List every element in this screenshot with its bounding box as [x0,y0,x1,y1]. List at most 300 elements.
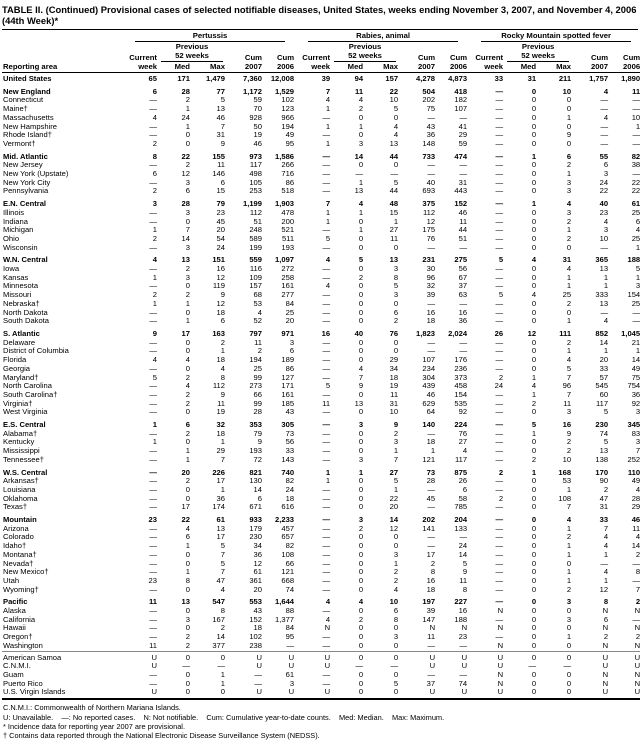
table-cell: — [149,524,157,533]
table-cell: 1 [393,559,399,568]
table-cell: 188 [454,615,468,624]
med-label: Med [505,62,538,73]
table-cell: 61 [285,671,295,679]
weeks52-label: 52 weeks [332,51,400,62]
table-cell: 0 [358,447,364,456]
table-cell: 0 [531,607,537,616]
table-cell: 248 [249,226,262,235]
table-cell: — [495,151,504,161]
table-cell: 1 [566,113,572,122]
table-cell: 75 [426,105,436,114]
table-cell: 44 [458,226,468,235]
table-cell: 5 [393,282,399,291]
table-cell: — [322,607,331,616]
table-row [2,486,640,495]
table-cell: 478 [281,208,295,217]
table-cell: 0 [566,641,572,650]
max-label: Max [365,62,400,73]
table-cell: 0 [185,624,190,633]
table-cell: 10 [599,234,609,243]
table-cell: — [149,265,157,274]
table-cell: U [610,688,640,699]
table-row [2,624,640,633]
table-cell: 2 [566,447,572,456]
table-cell: 17 [216,533,225,542]
table-cell: 8 [220,607,225,616]
table-cell: 971 [281,328,295,338]
table-cell: 73 [285,429,295,438]
table-cell: — [495,199,504,209]
table-cell: 7 [220,568,225,577]
table-cell: 7 [358,373,364,382]
table-cell: 117 [249,161,262,170]
table-cell: 2 [185,429,190,438]
table-cell: 11 [149,641,157,650]
table-cell: 4 [531,255,537,265]
table-cell: 4 [358,597,364,607]
table-cell: — [322,187,331,196]
table-cell: — [495,131,504,140]
table-cell: — [495,420,504,430]
table-cell: 19 [253,131,262,140]
table-cell: 4 [635,533,640,542]
table-cell: 59 [253,96,262,105]
table-cell: 0 [358,217,364,226]
table-row [2,495,640,504]
table-cell: 45 [426,494,436,503]
table-cell: 1 [152,273,157,282]
table-cell: 3 [185,273,190,282]
table-cell: — [322,299,331,308]
table-row [2,560,640,569]
table-cell: U [264,688,296,699]
table-cell: 231 [422,255,436,265]
table-cell: 4 [603,86,609,96]
table-cell: 0 [358,641,364,650]
table-cell: 39 [321,74,331,83]
table-cell: — [182,662,190,671]
table-cell: — [495,485,504,494]
table-cell: — [495,364,504,373]
table-cell: 2 [603,485,609,494]
table-cell: 1 [603,273,609,282]
table-cell: 90 [599,477,609,486]
table-cell: U [296,688,332,699]
table-cell: 0 [531,347,537,356]
table-cell: — [322,113,331,122]
footnote-nedss: † Contains data reported through the National Electronic Disease Surveillance System (NEDSS). [3,731,320,741]
table-cell: 24 [458,542,468,551]
table-cell: 20 [389,503,399,512]
table-cell: 0 [566,559,572,568]
table-cell: 53 [562,477,572,486]
table-cell: — [322,317,331,326]
table-row [2,170,640,179]
table-cell: — [632,139,640,148]
table-cell: 875 [454,467,468,477]
table-cell: 0 [358,671,364,679]
table-cell: — [149,485,157,494]
table-cell: 1 [325,217,331,226]
table-cell: 1 [566,576,572,585]
table-cell: U [256,662,262,671]
table-cell: 112 [212,382,225,391]
table-cell: — [149,542,157,551]
table-cell: — [427,338,436,347]
table-cell: — [322,485,331,494]
table-cell: N [324,624,331,633]
current-label: Current [302,53,331,62]
table-cell: 102 [281,96,295,105]
row-label: E.N. Central [3,199,47,209]
table-cell: — [528,662,537,671]
table-cell: 176 [454,356,468,365]
table-cell: 0 [531,178,537,187]
table-cell: — [495,438,504,447]
table-cell: 0 [358,265,364,274]
table-cell: 27 [458,438,468,447]
table-cell: 0 [531,550,537,559]
previous-label: Previous [175,42,209,51]
weeks52-label: 52 weeks [159,51,227,62]
table-cell: 6 [185,533,190,542]
table-cell: 5 [566,364,572,373]
table-cell: 0 [566,96,572,105]
table-cell: 10 [562,455,572,464]
table-cell: 72 [253,455,262,464]
table-cell: 933 [249,515,262,525]
table-cell: — [149,467,157,477]
table-cell: 23 [216,208,225,217]
table-row [2,274,640,283]
table-cell: 1 [531,429,537,438]
table-cell: 20 [285,317,295,326]
table-cell: 23 [458,633,468,642]
table-cell: 57 [599,373,609,382]
table-cell: 59 [458,139,468,148]
table-cell: 8 [220,373,225,382]
table-cell: 2 [566,217,572,226]
table-cell: 22 [389,494,399,503]
table-cell: 66 [253,390,262,399]
table-cell: 511 [281,234,295,243]
table-cell: 1,644 [275,597,295,607]
table-cell: 12 [426,217,436,226]
table-row [2,400,640,409]
table-cell: — [149,382,157,391]
table-cell: 3 [566,178,572,187]
table-cell: 2 [152,291,157,300]
table-cell: — [355,662,364,671]
table-row [2,179,640,188]
table-cell: 0 [393,533,399,542]
table-cell: 1 [566,273,572,282]
table-cell: 7 [185,226,190,235]
table-cell: 53 [253,299,262,308]
table-cell: 559 [249,255,262,265]
table-cell: 51 [458,234,468,243]
table-cell: 273 [249,382,262,391]
table-cell: 0 [531,641,537,650]
table-cell: 1 [185,299,190,308]
table-cell: — [322,347,331,356]
table-cell: 3 [393,291,399,300]
table-cell: 4 [393,122,399,131]
row-label: Rhode Island† [3,131,52,140]
table-cell: 3 [289,338,295,347]
table-cell: 73 [426,467,436,477]
table-cell: 24 [285,485,295,494]
row-label: Idaho† [3,542,27,551]
table-row [2,105,640,114]
table-cell: 86 [285,364,295,373]
table-cell: 2 [185,265,190,274]
table-cell: 0 [531,139,537,148]
table-cell: 10 [389,408,399,417]
table-cell: 1 [603,347,609,356]
table-cell: 629 [422,399,436,408]
table-cell: 22 [631,178,640,187]
table-cell: 17 [181,503,190,512]
group-header-pertussis: Pertussis [123,31,296,42]
table-cell: 3 [393,633,399,642]
table-cell: — [322,243,331,252]
table-cell: — [149,105,157,114]
table-cell: 51 [253,217,262,226]
table-cell: 20 [253,585,262,594]
table-cell: 170 [595,467,609,477]
table-cell: — [495,161,504,170]
row-label: United States [3,74,52,83]
table-cell: 14 [181,234,190,243]
table-cell: — [495,273,504,282]
table-cell: 0 [531,265,537,274]
table-cell: 0 [531,615,537,624]
table-cell: — [495,308,504,317]
table-cell: 4 [185,524,190,533]
table-cell: 0 [393,641,399,650]
table-cell: 161 [281,390,295,399]
table-row [2,512,640,525]
table-cell: — [495,447,504,456]
table-cell: — [495,533,504,542]
table-cell: 0 [358,568,364,577]
table-cell: 4 [531,291,537,300]
table-cell: 2 [393,568,399,577]
table-cell: 4,278 [416,74,436,83]
table-cell: 0 [531,597,537,607]
row-label: Maryland† [3,373,39,382]
table-cell: 443 [454,187,468,196]
table-cell: 13 [216,524,225,533]
table-cell: 0 [358,338,364,347]
table-cell: 716 [281,170,295,179]
table-cell: 88 [285,607,295,616]
table-cell: 2,024 [448,328,468,338]
table-cell: 0 [505,651,538,662]
table-cell: 1 [220,438,225,447]
table-cell: 1,529 [275,86,295,96]
table-cell: 2,233 [275,515,295,525]
table-cell: 4 [603,542,609,551]
table-cell: 2 [185,390,190,399]
table-cell: 2 [635,550,640,559]
table-cell: 157 [249,282,262,291]
table-cell: N [602,671,609,679]
table-cell: 1 [220,485,225,494]
table-cell: 24 [181,113,190,122]
table-cell: U [123,651,159,662]
table-cell: 458 [454,382,468,391]
table-cell: 0 [358,438,364,447]
table-cell: 174 [212,503,225,512]
table-cell: 31 [599,503,609,512]
table-cell: 1 [393,485,399,494]
table-cell: — [149,429,157,438]
table-cell: 31 [216,131,225,140]
table-cell: — [322,679,331,688]
table-cell: — [322,291,331,300]
table-cell: 12,008 [270,74,295,83]
table-row [2,542,640,551]
table-cell: 15 [216,187,225,196]
table-cell: 1 [325,139,331,148]
table-cell: 4 [152,356,157,365]
table-cell: 754 [627,382,640,391]
table-cell: — [322,429,331,438]
table-cell: 110 [627,467,640,477]
table-row [2,84,640,97]
table-cell: 74 [285,585,295,594]
table-row [2,300,640,309]
table-cell: — [600,122,609,131]
table-cell: 22 [181,151,190,161]
table-cell: — [322,273,331,282]
table-cell: 9 [257,438,262,447]
table-cell: 2 [635,597,640,607]
table-row [2,671,640,680]
table-cell: 0 [185,607,190,616]
table-cell: 40 [599,199,609,209]
table-cell: 5 [220,542,225,551]
table-cell: — [495,615,504,624]
table-cell: 12 [599,585,609,594]
table-cell: — [495,299,504,308]
table-cell: 12 [216,299,225,308]
table-cell: 1 [566,317,572,326]
table-cell: 0 [358,550,364,559]
table-cell: 361 [249,576,262,585]
table-cell: 0 [531,542,537,551]
footnote-provisional: * Incidence data for reporting year 2007 are provisional. [3,721,186,731]
table-cell: — [495,105,504,114]
table-cell: — [495,122,504,131]
table-cell: N [602,679,609,688]
table-cell: 1 [566,485,572,494]
table-cell: U [264,651,296,662]
table-cell: 3 [566,208,572,217]
table-cell: — [600,96,609,105]
table-cell: — [427,503,436,512]
table-cell: 1,757 [589,74,609,83]
cum-label: Cum [591,53,609,62]
table-cell: — [322,641,331,650]
table-cell: 1,823 [416,328,436,338]
table-cell: — [495,542,504,551]
table-cell: 733 [422,151,436,161]
table-cell: 10 [389,96,399,105]
year-2006-label: 2006 [437,62,469,73]
table-cell: 0 [531,187,537,196]
table-cell: 175 [422,226,436,235]
table-row [2,533,640,542]
year-2006-label: 2006 [610,62,640,73]
table-cell: — [495,429,504,438]
table-cell: 6 [393,607,399,616]
table-cell: 2 [185,373,190,382]
med-label: Med [159,62,192,73]
table-cell: — [149,243,157,252]
table-cell: 11 [459,576,468,585]
table-cell: 96 [426,273,436,282]
table-cell: — [322,420,331,430]
table-cell: — [459,533,468,542]
table-cell: 1 [325,122,331,131]
table-cell: 4 [393,585,399,594]
table-cell: — [322,542,331,551]
table-cell: — [427,170,436,179]
table-cell: 740 [281,467,295,477]
table-cell: 24 [216,243,225,252]
table-cell: 0 [358,291,364,300]
table-cell: 0 [531,338,537,347]
current-label: Current [129,53,157,62]
table-cell: 18 [216,308,225,317]
table-cell: 5 [498,255,504,265]
row-label: Illinois [3,208,25,217]
table-cell: 25 [631,299,640,308]
table-cell: 2 [185,291,190,300]
cum-label: Cum [623,53,640,62]
table-cell: 0 [358,533,364,542]
table-cell: 0 [185,585,190,594]
table-cell: 95 [285,633,295,642]
table-cell: — [149,308,157,317]
table-cell: 1 [152,438,157,447]
table-cell: — [495,568,504,577]
table-cell: 11 [390,234,399,243]
table-cell: — [322,338,331,347]
table-cell: 171 [281,382,295,391]
row-label: Hawaii [3,624,26,633]
table-cell: 0 [531,533,537,542]
table-cell: 1 [393,217,399,226]
table-cell: — [459,170,468,179]
table-cell: 0 [531,161,537,170]
table-cell: 157 [385,74,399,83]
table-cell: 6 [462,485,468,494]
weeks52-label: 52 weeks [505,51,573,62]
table-cell: N [497,641,504,650]
table-cell: — [149,208,157,217]
table-cell: 0 [531,208,537,217]
table-cell: 0 [566,122,572,131]
table-cell: 1 [531,151,537,161]
table-cell: 26 [458,477,468,486]
table-cell: 49 [631,364,640,373]
table-cell: 92 [631,399,640,408]
table-cell: — [322,131,331,140]
